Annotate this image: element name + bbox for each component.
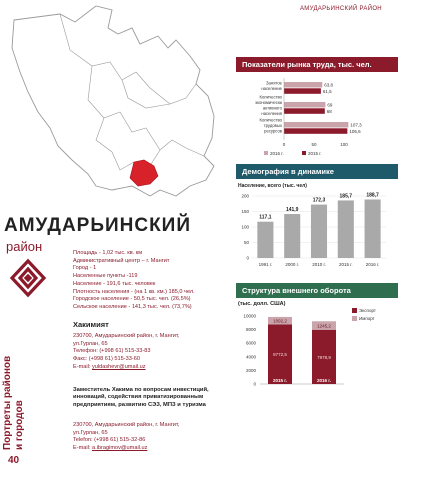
info-line: Плотность населения - (на 1 кв. км.) 185,0 чел. [73,288,195,295]
page-number: 40 [8,455,20,466]
labor-category-label: Количество [259,94,282,100]
deputy-phone: Telefon: (+998 61) 515-32-86 [73,437,146,444]
trade-legend-label: Импорт [359,316,375,321]
hakim-email-link[interactable]: yuldashevr@umail.uz [91,363,146,370]
labor-legend-swatch [302,151,306,155]
trade-tick-label: 2000 [245,367,256,373]
labor-category-label: Занятое [266,80,282,86]
labor-category-label: население [261,86,282,91]
demo-category-label: 1991 г. [258,262,273,267]
side-title [0,355,28,450]
info-line: Городское население - 50,5 тыс. чел. (26,5%) [73,296,191,303]
demo-value-label: 185,7 [339,193,353,200]
demo-value-label: 188,7 [366,192,379,199]
labor-value-label: 69 [327,102,333,108]
labor-category-label: активного [262,105,282,111]
district-border [160,140,204,156]
trade-legend-label: Экспорт [359,308,376,313]
demo-bar [365,200,381,258]
district-title: АМУДАРЬИНСКИЙ [4,215,191,236]
trade-value-label: 7978,9 [317,354,331,360]
hakim-contacts [73,333,179,372]
trade-legend-swatch [352,316,357,321]
demo-value-label: 172,3 [312,197,326,204]
trade-tick-label: 4000 [245,354,256,360]
deputy-title: Заместитель Хакима по вопросам инвестиций, инноваций, содействия приватизированным предприятиям, развитию СЭЗ, МПЗ и туризма [73,387,209,408]
info-line: Площадь - 1,02 тыс. кв. км [73,250,143,256]
labor-value-label: 61,5 [322,88,332,94]
labor-category-label: населения [261,111,282,116]
district-info [73,250,195,312]
labor-value-label: 68 [326,108,332,114]
side-title-line1: Портреты районов [2,355,13,450]
deputy-email-link[interactable]: a.ibragimov@umail.uz [91,445,148,452]
trade-value-label: 1245,2 [317,323,331,329]
deputy-street: ул.Гурлан, 65 [73,429,108,436]
trade-subtitle: (тыс. долл. США) [238,301,286,307]
hakim-address: 230700, Амударьинский район, г. Мангит, [73,333,180,339]
demo-tick-label: 0 [246,255,249,261]
labor-bar [284,82,322,88]
deputy-email-label: E-mail: [73,445,92,452]
demo-tick-label: 150 [241,209,249,214]
labor-tick-label: 100 [340,142,348,147]
deputy-address: 230700, Амударьинский район, г. Мангит, [73,422,180,428]
labor-category-label: экономически [255,100,282,105]
labor-category-label: ресурсов [264,128,282,134]
region-outline [12,6,214,196]
trade-tick-label: 6000 [245,340,256,346]
hakim-title: Хакимият [73,320,109,329]
labor-category-label: трудовых [263,123,282,128]
info-line: Административный центр – г. Мангит [73,257,170,264]
demography-panel-header: Демография в динамике [236,164,398,179]
highlighted-district [130,160,158,186]
demo-bar [338,200,354,258]
labor-legend-swatch [264,151,268,155]
demo-category-label: 2015 г. [338,262,353,267]
trade-tick-label: 0 [253,381,256,387]
trade-chart [236,298,396,398]
district-map [0,0,232,200]
hakim-fax: Факс: (+998 61) 515-33-60 [73,356,140,363]
labor-bar [284,102,325,108]
demo-subtitle: Население, всего (тыс. чел) [238,183,307,189]
labor-value-label: 105,6 [349,128,361,134]
trade-category-label: 2015 г. [273,378,287,383]
labor-bar [284,122,348,128]
demo-tick-label: 100 [241,224,249,230]
trade-panel-header: Структура внешнего оборота [236,283,398,298]
labor-panel-header: Показатели рынка труда, тыс. чел. [236,57,398,72]
demo-tick-label: 200 [241,193,249,199]
deputy-contacts [73,422,179,453]
demo-category-label: 2010 г. [312,262,326,267]
info-line: Город - 1 [73,265,97,272]
labor-bar [284,128,347,134]
labor-tick-label: 0 [282,142,286,147]
district-border [60,14,150,88]
district-border [122,80,170,108]
info-line: Население - 191,6 тыс. человек [73,280,156,287]
trade-legend-swatch [352,308,357,313]
ornament-logo [8,258,48,298]
page-district-tag: АМУДАРЬИНСКИЙ РАЙОН [300,6,382,12]
demo-tick-label: 50 [243,240,249,245]
labor-legend-label: 2016 г. [270,151,284,156]
trade-value-label: 1092,2 [273,318,287,324]
demo-value-label: 141,9 [285,207,299,214]
trade-tick-label: 8000 [245,327,256,333]
labor-chart [236,76,386,160]
labor-category-label: Количество [259,117,282,123]
demo-category-label: 2000 г. [285,262,300,267]
district-border [150,84,196,104]
labor-value-label: 107,3 [350,122,362,128]
side-title-line2: и городов [14,400,25,450]
labor-value-label: 63,8 [324,82,334,88]
labor-tick-label: 50 [311,142,317,147]
hakim-street: ул.Гурлан, 65 [73,340,108,347]
trade-value-label: 8772,5 [273,352,287,358]
hakim-email-label: E-mail: [73,363,92,370]
demo-value-label: 117,1 [259,214,272,221]
demo-category-label: 2016 г. [365,262,380,267]
trade-category-label: 2016 г. [317,378,331,383]
labor-bar [284,88,321,94]
info-line: Населенные пункты -119 [73,273,138,280]
demo-bar [257,222,273,258]
demography-chart [236,180,390,276]
labor-legend-label: 2015 г. [308,151,322,156]
labor-bar [284,108,325,114]
demo-bar [284,214,300,258]
trade-tick-label: 10000 [243,313,256,319]
demo-bar [311,205,327,258]
hakim-phone: Телефон: (+998 61) 515-33-83 [73,348,151,355]
district-subtitle: район [6,239,43,254]
info-line: Сельское население - 141,3 тыс. чел. (73,7%) [73,303,192,310]
